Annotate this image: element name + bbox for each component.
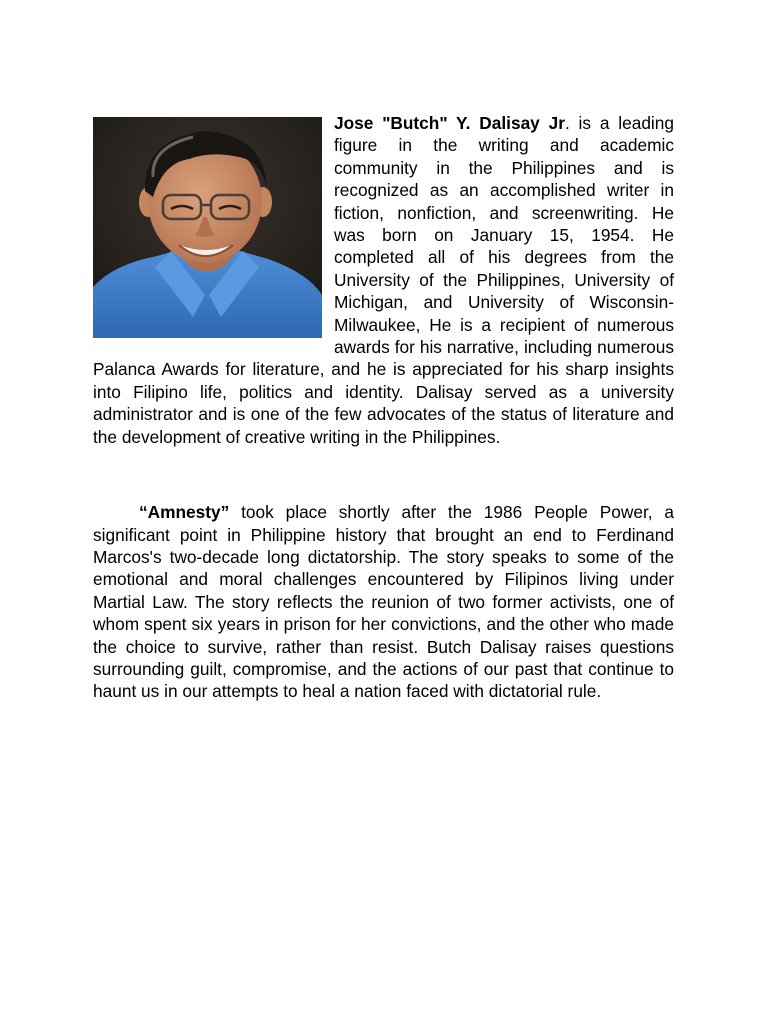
story-summary-text: took place shortly after the 1986 People Power, a significant point in Philippine history that brought an end to Ferdinand Marcos's two-decade long dictatorship. The story speaks to some of the emotional and moral challenges encountered by Filipinos living under Martial Law. The story reflects the reunion of two former activists, one of whom spent six years in prison for her convictions, and the other who made the choice to survive, rather than resist. Butch Dalisay raises questions surrounding guilt, compromise, and the actions of our past that continue to haunt us in our attempts to heal a nation faced with dictatorial rule. <box>93 502 674 702</box>
paragraph-spacer <box>93 448 674 501</box>
author-bio-text: . is a leading figure in the writing and academic community in the Philippines and is recognized as an accomplished writer in fiction, nonfiction, and screenwriting. He was born on January 15, 1954. He completed all of his degrees from the University of the Philippines, University of Michigan, and University of Wisconsin-Milwaukee, He is a recipient of numerous awards for his narrative, including numerous Palanca Awards for literature, and he is appreciated for his sharp insights into Filipino life, politics and identity. Dalisay served as a university administrator and is one of the few advocates of the status of literature and the development of creative writing in the Philippines. <box>93 113 674 447</box>
author-name: Jose "Butch" Y. Dalisay Jr <box>334 113 565 133</box>
story-title: “Amnesty” <box>139 502 230 523</box>
document-page <box>93 113 674 703</box>
author-portrait-photo <box>93 117 322 338</box>
story-summary-paragraph <box>93 501 674 703</box>
author-bio-paragraph <box>93 112 674 448</box>
